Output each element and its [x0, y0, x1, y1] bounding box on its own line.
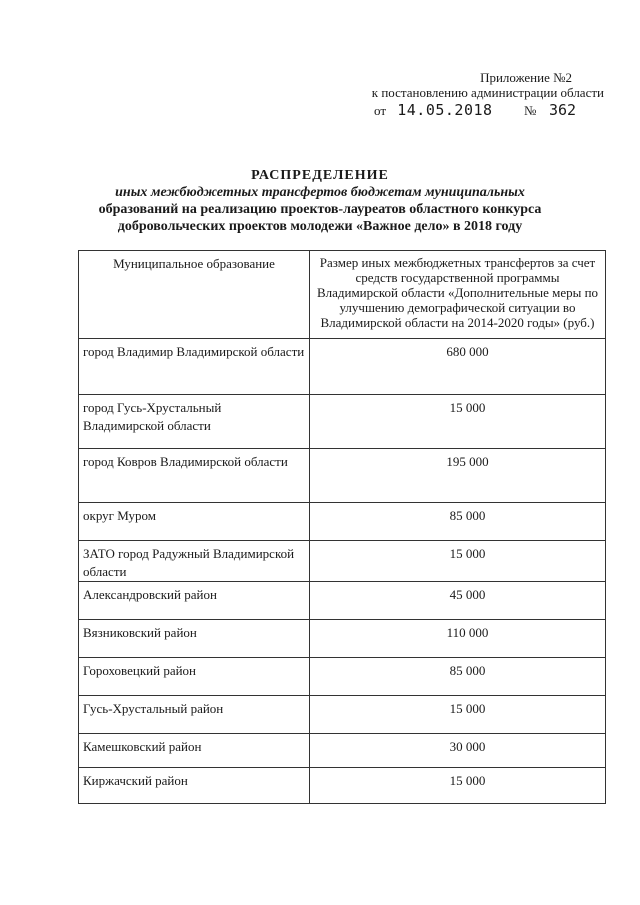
cell-municipality: город Гусь-Хрустальный Владимирской области	[79, 395, 310, 449]
cell-municipality: Вязниковский район	[79, 620, 310, 658]
cell-amount: 85 000	[449, 508, 486, 523]
cell-amount: 45 000	[449, 587, 486, 602]
title-heading: РАСПРЕДЕЛЕНИЕ	[251, 168, 389, 183]
cell-amount: 680 000	[446, 344, 489, 359]
cell-municipality: Александровский район	[79, 582, 310, 620]
table-row	[79, 734, 606, 768]
cell-amount-wrapper	[310, 395, 606, 449]
cell-municipality: округ Муром	[79, 503, 310, 541]
annex-number: 362	[549, 101, 577, 119]
cell-amount: 30 000	[449, 739, 486, 754]
cell-amount-wrapper	[310, 582, 606, 620]
table-header-row	[79, 251, 606, 339]
cell-municipality: Камешковский район	[79, 734, 310, 768]
cell-municipality: Гусь-Хрустальный район	[79, 696, 310, 734]
cell-municipality: город Владимир Владимирской области	[79, 339, 310, 395]
cell-amount-wrapper	[310, 449, 606, 503]
cell-amount-wrapper	[310, 696, 606, 734]
annex-reference: к постановлению администрации области	[371, 85, 604, 100]
cell-municipality: Гороховецкий район	[79, 658, 310, 696]
table-row	[79, 503, 606, 541]
cell-amount: 15 000	[449, 546, 486, 561]
table-row	[79, 658, 606, 696]
cell-amount-wrapper	[310, 620, 606, 658]
cell-amount: 85 000	[449, 663, 486, 678]
cell-amount-wrapper	[310, 768, 606, 804]
cell-municipality: ЗАТО город Радужный Владимирской области	[79, 541, 310, 582]
title-subtitle-line-1: иных межбюджетных трансфертов бюджетам муниципальных	[115, 185, 525, 200]
cell-amount-wrapper	[310, 503, 606, 541]
cell-amount: 15 000	[449, 400, 486, 415]
title-subtitle-line-3: добровольческих проектов молодежи «Важное дело» в 2018 году	[117, 219, 523, 234]
table-row	[79, 768, 606, 804]
cell-amount-wrapper	[310, 734, 606, 768]
title-subtitle-line-2: образований на реализацию проектов-лауреатов областного конкурса	[98, 202, 542, 217]
cell-amount: 15 000	[449, 773, 486, 788]
annex-number-sign: №	[524, 103, 537, 118]
table-body	[79, 339, 606, 804]
document-title	[60, 167, 580, 235]
table-row	[79, 541, 606, 582]
cell-amount: 110 000	[446, 625, 489, 640]
cell-amount-wrapper	[310, 658, 606, 696]
annex-date: 14.05.2018	[397, 101, 493, 119]
cell-municipality: Киржачский район	[79, 768, 310, 804]
table-row	[79, 395, 606, 449]
annex-title: Приложение №2	[480, 70, 572, 85]
header-amount: Размер иных межбюджетных трансфертов за счет средств государственной программы Владимирской области «Дополнительные меры по улучшению демографической ситуации во Владимирской области на 2014-2020 годы» (руб.)	[310, 251, 606, 339]
table-row	[79, 582, 606, 620]
cell-amount-wrapper	[310, 541, 606, 582]
table-row	[79, 339, 606, 395]
distribution-table	[78, 250, 606, 804]
cell-municipality: город Ковров Владимирской области	[79, 449, 310, 503]
annex-block	[372, 70, 604, 118]
table-row	[79, 696, 606, 734]
table-row	[79, 620, 606, 658]
annex-date-line	[374, 103, 604, 118]
cell-amount-wrapper	[310, 339, 606, 395]
table-row	[79, 449, 606, 503]
cell-amount: 15 000	[449, 701, 486, 716]
annex-ot-label: от	[374, 103, 387, 118]
header-municipality: Муниципальное образование	[79, 251, 310, 339]
cell-amount: 195 000	[446, 454, 489, 469]
